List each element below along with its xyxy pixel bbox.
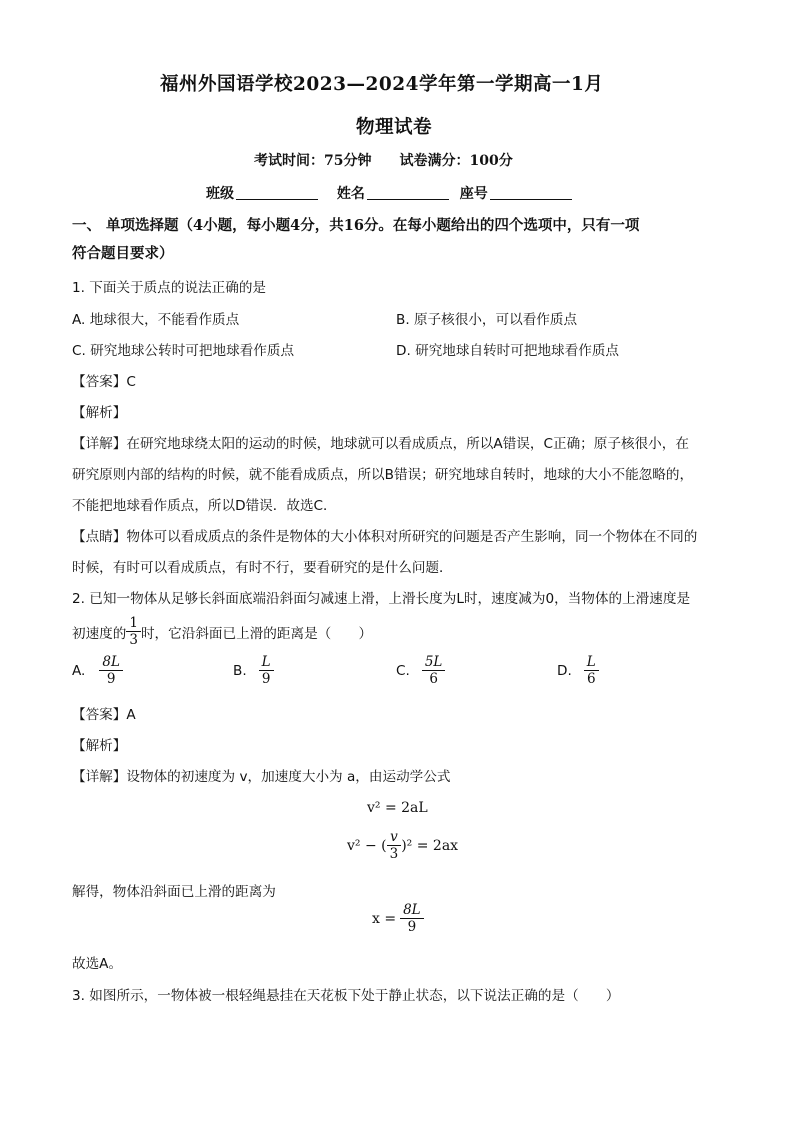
q1-comment-line2: 时候，有时可以看成质点，有时不行，要看研究的是什么问题．	[72, 560, 453, 576]
fraction-denominator: 9	[407, 919, 417, 936]
option-label: D.	[557, 662, 572, 679]
answer-tag: 【答案】	[72, 374, 127, 390]
name-blank	[367, 185, 449, 200]
class-label: 班级	[206, 186, 234, 202]
q2-solve-text: 解得，物体沿斜面已上滑的距离为	[72, 884, 276, 900]
section-heading-line1: 一、 单项选择题（4小题，每小题4分，共16分。在每小题给出的四个选项中，只有一项	[72, 217, 640, 234]
fraction-numerator: 5L	[422, 655, 446, 671]
q1-analysis-tag: 【解析】	[72, 405, 127, 421]
q2-analysis-tag: 【解析】	[72, 738, 127, 754]
comment-tag: 【点睛】	[72, 529, 127, 545]
option-label: A.	[72, 662, 86, 679]
q1-comment-line1	[72, 525, 697, 545]
q2-option-c	[396, 655, 445, 686]
q2-option-d	[557, 655, 599, 686]
fraction-numerator: L	[259, 655, 274, 671]
q2-detail-line	[72, 765, 450, 785]
q1-detail-line1	[72, 432, 689, 452]
subject-title: 物理试卷	[356, 117, 433, 138]
q1-stem: 1. 下面关于质点的说法正确的是	[72, 280, 267, 296]
fraction-denominator: 6	[586, 671, 596, 688]
fraction-denominator: 9	[261, 671, 271, 688]
fraction-denominator: 3	[389, 846, 399, 863]
class-blank	[236, 185, 318, 200]
fraction-denominator: 3	[129, 632, 138, 649]
q2-stem-line1: 2. 已知一物体从足够长斜面底端沿斜面匀减速上滑，上滑长度为L时，速度减为0，当物体的上滑速度是	[72, 591, 691, 607]
seat-label: 座号	[459, 186, 488, 202]
detail-text: 在研究地球绕太阳的运动的时候，地球就可以看成质点，所以A错误，C正确；原子核很小，在	[126, 436, 689, 452]
option-fraction	[99, 655, 123, 686]
fraction-numerator: 8L	[400, 903, 424, 919]
option-fraction	[584, 655, 599, 686]
fraction-numerator: 8L	[99, 655, 123, 671]
option-label: C.	[396, 662, 410, 679]
q3-stem: 3. 如图所示，一物体被一根轻绳悬挂在天花板下处于静止状态，以下说法正确的是（ ）	[72, 988, 620, 1004]
seat-blank	[490, 185, 572, 200]
fraction-numerator: 1	[126, 616, 141, 632]
q2-answer	[72, 703, 136, 723]
section-heading-line2: 符合题目要求）	[72, 245, 174, 262]
q2-conclusion: 故选A。	[72, 956, 123, 972]
option-fraction	[422, 655, 446, 686]
eq2-right: )² = 2ax	[401, 837, 459, 854]
detail-text: 设物体的初速度为 v，加速度大小为 a，由运动学公式	[126, 769, 451, 785]
answer-value: A	[126, 707, 136, 723]
equation-3	[372, 903, 424, 934]
fraction-denominator: 6	[429, 671, 438, 688]
answer-value: C	[126, 374, 136, 390]
q1-option-c: C. 研究地球公转时可把地球看作质点	[72, 343, 295, 359]
comment-text: 物体可以看成质点的条件是物体的大小体积对所研究的问题是否产生影响，同一个物体在不同的	[126, 529, 698, 545]
q1-answer	[72, 370, 136, 390]
q2-stem-text-b: 时，它沿斜面已上滑的距离是（ ）	[140, 625, 373, 642]
exam-info: 考试时间：75分钟 试卷满分：100分	[254, 153, 513, 169]
option-label: B.	[233, 662, 247, 679]
eq2-left: v² − (	[347, 837, 387, 854]
q1-detail-line2: 研究原则内部的结构的时候，就不能看成质点，所以B错误；研究地球自转时，地球的大小不能忽略的，	[72, 467, 694, 483]
name-label: 姓名	[336, 186, 365, 202]
fraction-one-third	[126, 616, 141, 647]
q1-option-b: B. 原子核很小，可以看作质点	[396, 312, 578, 328]
option-fraction	[259, 655, 274, 686]
q2-option-b	[233, 655, 274, 686]
eq3-fraction	[400, 903, 424, 934]
answer-tag: 【答案】	[72, 707, 127, 723]
exam-title: 福州外国语学校2023—2024学年第一学期高一1月	[160, 74, 604, 95]
detail-tag: 【详解】	[72, 769, 127, 785]
fraction-numerator: L	[584, 655, 599, 671]
q2-option-a	[72, 655, 123, 686]
eq3-left: x =	[372, 910, 397, 927]
fraction-denominator: 9	[106, 671, 116, 688]
q2-stem-text-a: 初速度的	[72, 625, 127, 642]
equation-2	[347, 830, 458, 861]
detail-tag: 【详解】	[72, 436, 127, 452]
eq2-fraction	[387, 830, 402, 861]
equation-1: v² = 2aL	[367, 800, 428, 816]
q1-detail-line3: 不能把地球看作质点，所以D错误．故选C．	[72, 498, 337, 514]
q2-stem-line2	[72, 616, 372, 647]
student-info-line	[206, 183, 572, 203]
fraction-numerator: v	[387, 830, 401, 846]
q1-option-a: A. 地球很大，不能看作质点	[72, 312, 240, 328]
q1-option-d: D. 研究地球自转时可把地球看作质点	[396, 343, 620, 359]
